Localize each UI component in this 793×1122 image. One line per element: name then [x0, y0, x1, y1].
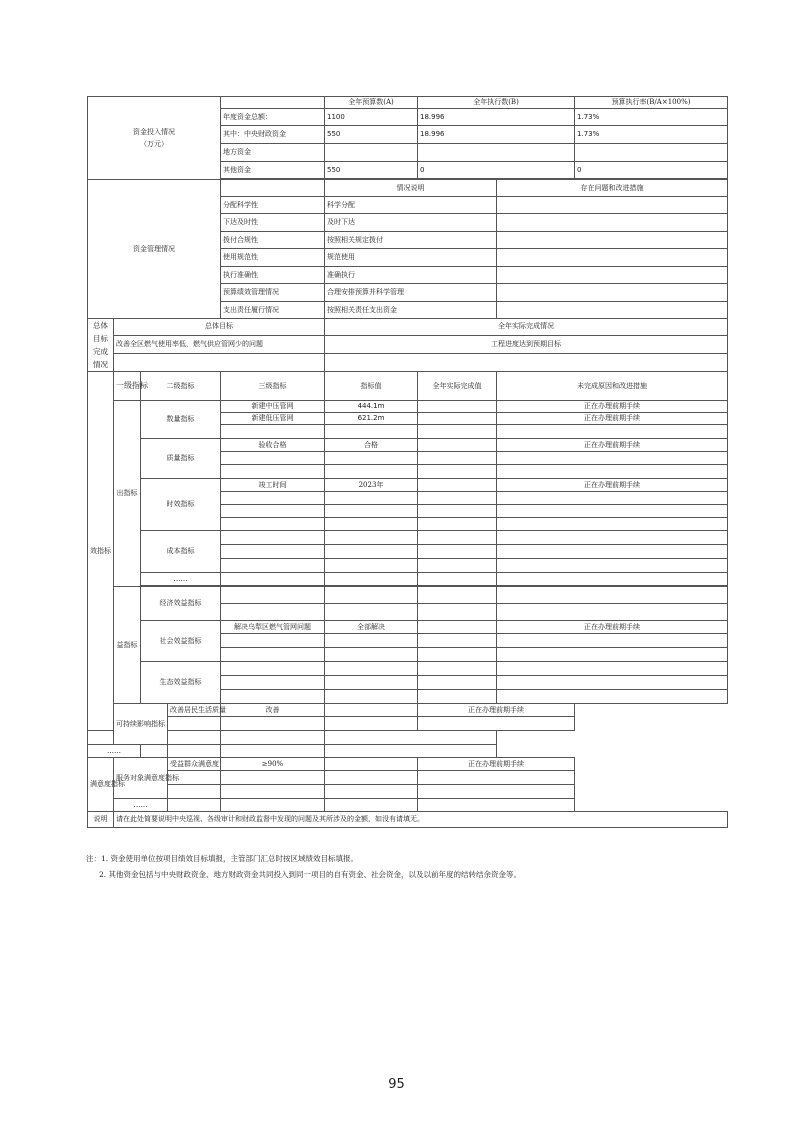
ellipsis: …… — [141, 573, 221, 586]
social-indicator-label: 社会效益指标 — [141, 621, 221, 662]
goal-header: 总体目标 — [114, 319, 325, 336]
budget-header: 全年预算数(A) — [325, 97, 418, 109]
goal-text: 改善全区燃气使用率低，燃气供应管网少的问题 — [114, 335, 325, 353]
output-indicator-label: 出指标 — [114, 401, 141, 587]
mgmt-row-label: 分配科学性 — [221, 197, 325, 214]
mgmt-row-label: 拨付合规性 — [221, 232, 325, 249]
reason-header: 未完成原因和改进措施 — [497, 372, 728, 401]
timeliness-indicator-label: 时效指标 — [141, 479, 221, 531]
mgmt-row-label: 执行准确性 — [221, 267, 325, 284]
fund-section-label: 资金投入情况 （万元） — [88, 97, 221, 180]
fund-row-executed: 0 — [418, 162, 575, 179]
quality-indicator-label: 质量指标 — [141, 439, 221, 479]
fund-row-label: 其中：中央财政资金 — [221, 126, 325, 144]
fund-row-executed: 18.996 — [418, 109, 575, 126]
actual-value-header: 全年实际完成值 — [418, 372, 497, 401]
ellipsis: …… — [88, 745, 141, 758]
level1-header: 一级指标 — [114, 372, 141, 401]
rate-header: 预算执行率(B/A×100%) — [575, 97, 728, 109]
actual-text: 工程进度达到预期目标 — [325, 335, 728, 353]
level3-header: 三级指标 — [221, 372, 325, 401]
executed-header: 全年执行数(B) — [418, 97, 575, 109]
fund-row-executed: 18.996 — [418, 126, 575, 144]
mgmt-row-desc: 按照相关责任支出资金 — [325, 302, 497, 319]
page-number: 95 — [388, 1077, 405, 1092]
performance-table — [87, 96, 728, 828]
indicator-value: ≥90% — [221, 758, 325, 771]
mgmt-desc-header: 情况说明 — [325, 180, 497, 197]
indicator-reason: 正在办理前期手续 — [497, 621, 728, 634]
mgmt-row-label: 下达及时性 — [221, 214, 325, 232]
fund-row-budget: 550 — [325, 162, 418, 179]
indicator-reason: 正在办理前期手续 — [497, 413, 728, 425]
indicator-value: 改善 — [221, 704, 325, 717]
indicator-reason: 正在办理前期手续 — [497, 401, 728, 413]
mgmt-issue-header: 存在问题和改进措施 — [497, 180, 728, 197]
mgmt-row-desc: 按照相关规定拨付 — [325, 232, 497, 249]
indicator-value: 2023年 — [325, 479, 418, 492]
indicator-value: 444.1m — [325, 401, 418, 413]
indicator-name: 受益群众满意度 — [168, 758, 221, 771]
indicator-value: 合格 — [325, 439, 418, 452]
footnote-2: 2. 其他资金包括与中央财政资金、地方财政资金共同投入到同一项目的自有资金、社会资金，以及以前年度的结转结余资金等。 — [99, 870, 522, 879]
service-satisfaction-label: 服务对象满意度指标 — [114, 758, 168, 799]
goal-section-label: 总体 目标 完成 情况 — [88, 319, 114, 372]
indicator-name: 改善居民生活质量 — [168, 704, 221, 717]
indicator-name: 解决乌犁区燃气管网问题 — [221, 621, 325, 634]
indicator-reason: 正在办理前期手续 — [497, 479, 728, 492]
footnote-1: 注：1. 资金使用单位按项目绩效目标填报，主管部门汇总时按区域绩效目标填报。 — [86, 854, 359, 863]
fund-row-budget: 550 — [325, 126, 418, 144]
fund-row-rate: 1.73% — [575, 109, 728, 126]
mgmt-row-desc: 准确执行 — [325, 267, 497, 284]
indicator-value: 全部解决 — [325, 621, 418, 634]
mgmt-row-desc: 合理安排预算并科学管理 — [325, 284, 497, 302]
mgmt-row-label: 预算绩效管理情况 — [221, 284, 325, 302]
indicator-value: 621.2m — [325, 413, 418, 425]
mgmt-row-desc: 科学分配 — [325, 197, 497, 214]
indicator-name: 新建中压管网 — [221, 401, 325, 413]
quantity-indicator-label: 数量指标 — [141, 401, 221, 439]
indicators-section-label: 效指标 — [88, 372, 114, 731]
actual-header: 全年实际完成情况 — [325, 319, 728, 336]
sustain-indicator-label: 可持续影响指标 — [114, 704, 168, 745]
economic-indicator-label: 经济效益指标 — [141, 587, 221, 621]
value-header: 指标值 — [325, 372, 418, 401]
fund-row-rate: 1.73% — [575, 126, 728, 144]
indicator-name: 验收合格 — [221, 439, 325, 452]
mgmt-row-desc: 及时下达 — [325, 214, 497, 232]
ellipsis: …… — [114, 799, 168, 812]
fund-row-budget: 1100 — [325, 109, 418, 126]
indicator-name: 竣工时间 — [221, 479, 325, 492]
fund-row-label: 年度资金总额： — [221, 109, 325, 126]
ecological-indicator-label: 生态效益指标 — [141, 662, 221, 704]
fund-row-label: 地方资金 — [221, 144, 325, 162]
mgmt-row-label: 使用规范性 — [221, 249, 325, 267]
satisfaction-indicator-label: 满意度指标 — [88, 758, 114, 812]
indicator-reason: 正在办理前期手续 — [418, 704, 575, 717]
indicator-reason: 正在办理前期手续 — [497, 439, 728, 452]
mgmt-row-label: 支出责任履行情况 — [221, 302, 325, 319]
level2-header: 二级指标 — [141, 372, 221, 401]
mgmt-row-desc: 规范使用 — [325, 249, 497, 267]
indicator-reason: 正在办理前期手续 — [418, 758, 575, 771]
indicator-name: 新建低压管网 — [221, 413, 325, 425]
fund-row-rate: 0 — [575, 162, 728, 179]
cost-indicator-label: 成本指标 — [141, 531, 221, 573]
footnotes — [86, 851, 521, 883]
remark-text: 请在此处简要说明中央巡视、各级审计和财政监督中发现的问题及其所涉及的金额，如没有请填无。 — [114, 812, 728, 828]
fund-row-label: 其他资金 — [221, 162, 325, 179]
benefit-indicator-label: 益指标 — [114, 587, 141, 704]
mgmt-section-label: 资金管理情况 — [88, 180, 221, 319]
remark-label: 说明 — [88, 812, 114, 828]
